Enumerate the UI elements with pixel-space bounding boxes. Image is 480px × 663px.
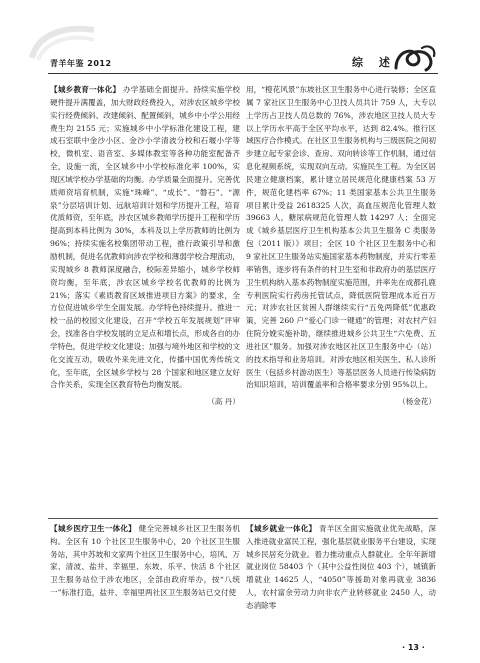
section-tag: 【城乡医疗卫生一体化】 (50, 524, 136, 533)
corner-swirl-icon (28, 22, 98, 62)
bottom-right-column (246, 523, 436, 613)
body-text: 用，“橙花风景”东坡社区卫生服务中心进行装修；全区直属 7 家社区卫生服务中心卫技人员共计 759 人，大专以上学历占卫技人员总数的 76%，涉农地区卫技人员大专以上学历水平高于全区平均水平，达到 82.4%。推行区域医疗合作模式。在社区卫生服务机构与三级医院之间初步建立起专家会诊、查房、双向转诊等工作机制，通过信息化视频系统，实现双向互动。实施民生工程。为全区居民建立健康档案，累计建立居民规范化健康档案 53 万件，规范化建档率 67%；11 类国家基本公共卫生服务项目累计受益 2618325 人次，高血压规范化管理人数 39663 人，糖尿病规范化管理人数 14297 人；全面完成《城乡基层医疗卫生机构基本公共卫生服务 C 类服务包（2011 版）》项目；全区 10 个社区卫生服务中心和 9 家社区卫生服务站实施国家基本药物制度，并实行零差率销售，逐步将有条件的村卫生室和非政府办的基层医疗卫生机构纳入基本药物制度实施范围，并率先在成都孔鹿专利医院实行药房托管试点，降低医院管理成本近百万元；对涉农社区贫困人群继续实行“五免两降低”优惠政策，完善 260 户“爱心门诊一键通”的管理；对农村产妇住院分娩实施补助，继续推进城乡公共卫生“六免费、五进社区”服务。加强对涉农地区社区卫生服务中心（站）的技术指导和业务培训。对涉农地区相关医生、私人诊所医生（包括乡村游动医生）等基层医务人员进行传染病防治知识培训，培训覆盖率和合格率要求分别 95%以上。 (246, 85, 437, 390)
section-tag: 【城乡就业一体化】 (246, 524, 317, 533)
right-column (246, 84, 436, 409)
left-column (50, 84, 240, 409)
author-byline: （杨金花） (398, 397, 436, 407)
section-ornament-icon (392, 42, 438, 74)
section-divider (48, 518, 438, 519)
page-number: · 13 · (402, 643, 425, 652)
section-title: 综 述 (352, 56, 396, 69)
page-header (0, 0, 480, 80)
body-text: 青羊区全面实施就业优先战略，深入推进就业富民工程，强化基层就业服务平台建设，实现城乡民居充分就业。着力推动重点人群就业。全年年新增就业岗位 58403 个（其中公益性岗位 403 个），城镇新增就业 14625 人，“4050”等援助对象再就业 3836 人，农村富余劳动力向非农产业转移就业 2450 人，动态消除零 (246, 524, 436, 610)
header-rule (48, 73, 438, 74)
journal-title: 青羊年鉴 2012 (50, 59, 112, 68)
section-tag: 【城乡教育一体化】 (50, 85, 121, 94)
body-text: 办学基础全面提升。持续实施学校硬件提升满覆盖，加大财政经费投入，对涉农区城乡学校实行经费倾斜、改建倾斜、配置倾斜，城乡中小学公用经费生均 2155 元；实施城乡中小学标准化建设工程，建成石室联中金沙小区、金沙小学清波分校和石堰小学等校，微机室、语音室、多媒体教室等各种功能室配备齐全，设施一流，全区城乡中小学校标准化率 100%，实现区域学校办学基础的均衡。办学质量全面提升。完善优质师资培育机制，实施“珠峰”、“成长”、“磐石”、“源泉”分层培训计划、远航培训计划和学历提升工程，培育优质师资，至年底，涉农区城乡教师学历提升工程和学历提高到本科比例为 30%，本科及以上学历教师的比例为 96%；持续实施名校集团带动工程，推行政策引导和激励机制，促进名优教师向涉农学校和薄弱学校合理流动，实现城乡 8 教师深度融合，校际差异缩小，城乡学校师资均衡，至年底，涉农区城乡学校名优教师的比例为 21%；落实《素质教育区域推进项目方案》的要求，全方位促进城乡学生全面发展。办学特色持续提升。推进一校一品的校园文化建设，召开“学校五年发展规划”评审会，找准各自学校发展的立足点和增长点，形成各自的办学特色，促进学校文化建设；加强与境外地区和学校的文化交流互动，吸收外来先进文化，传播中国优秀传统文化，至年底，全区城乡学校与 28 个国家和地区建立友好合作关系，实现全区教育特色均衡发展。 (50, 85, 240, 390)
bottom-left-column (50, 523, 240, 600)
author-byline: （高 丹） (207, 397, 240, 407)
body-text: 健全完善城乡社区卫生服务机构。全区有 10 个社区卫生服务中心，20 个社区卫生服务站，其中苏坡和文家两个社区卫生服务中心，培风、万家、清波、盐井、幸福里、东坡、乐平、快活 8 个社区卫生服务站位于涉农地区，全部由政府举办，按“八统一”标准打造，盐井、幸福里两社区卫生服务站已交付使 (50, 524, 241, 597)
